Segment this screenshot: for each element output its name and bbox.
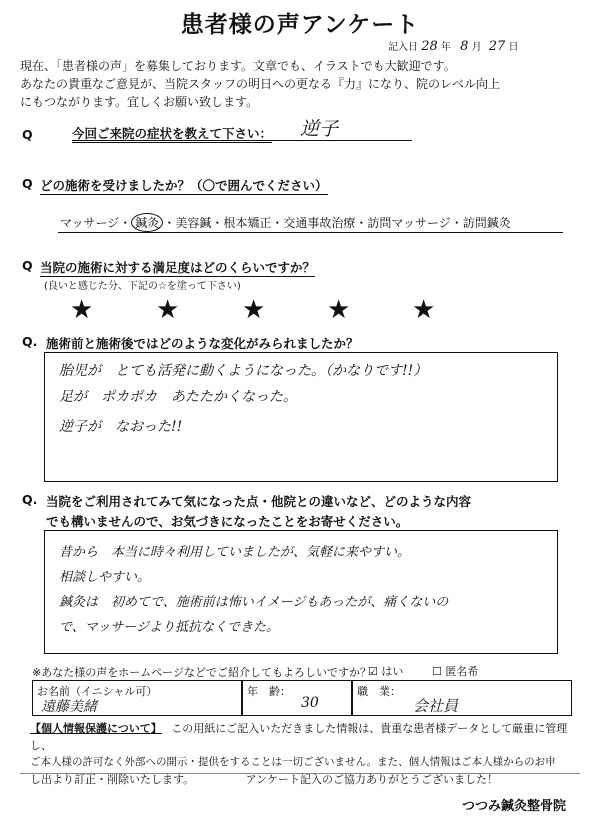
- name-label: お名前（イニシャル可）: [37, 685, 158, 698]
- q1-answer-underline: [72, 140, 412, 141]
- q2-marker: Q: [22, 176, 33, 191]
- q5-answer-line: 昔から 本当に時々利用していましたが、気軽に来やすい。: [59, 545, 411, 560]
- q2-options-underline: [58, 232, 563, 233]
- q4-marker: Q.: [22, 334, 38, 349]
- q5-marker: Q.: [22, 492, 38, 507]
- star-icon[interactable]: ★: [70, 295, 94, 325]
- date-day-suffix: 日: [508, 42, 519, 53]
- intro-line: にもつながります。宜しくお願い致します。: [20, 95, 259, 109]
- age-value[interactable]: 30: [301, 695, 319, 711]
- checkbox-empty-icon[interactable]: ☐: [432, 665, 442, 678]
- intro-text: [20, 57, 580, 111]
- star-icon[interactable]: ★: [242, 295, 266, 325]
- date-year: 28: [421, 39, 438, 54]
- q4-label: 施術前と施術後ではどのような変化がみられましたか？: [46, 336, 359, 351]
- q5-answer-line: 相談しやすい。: [59, 570, 151, 585]
- q3-label: 当院の施術に対する満足度はどのくらいですか？: [40, 260, 316, 275]
- date-label: 記入日: [388, 42, 418, 53]
- q5-answer-box[interactable]: [44, 530, 558, 654]
- option-traffic-accident[interactable]: 交通事故治療: [283, 216, 356, 230]
- option-massage[interactable]: マッサージ: [60, 216, 120, 230]
- q4-answer-line: 胎児が とても活発に動くようになった。（かなりです!!）: [59, 363, 428, 379]
- consent-question: ※あなた様の声をホームページなどでご紹介してもよろしいですか？: [32, 666, 371, 679]
- entry-date: [388, 38, 519, 54]
- intro-line: あなたの貴重なご意見が、当院スタッフの明日への更なる『力』になり、院のレベル向上: [20, 77, 501, 91]
- star-icon[interactable]: ★: [327, 295, 351, 325]
- privacy-line-2: ご本人様の許可なく外部への開示・提供をすることは一切ございません。また、個人情報はご本人様からのお申: [30, 756, 556, 768]
- option-home-massage[interactable]: 訪問マッサージ: [367, 216, 451, 230]
- table-divider: [241, 681, 243, 715]
- consent-yes[interactable]: ☑ はい: [368, 665, 404, 678]
- q4-answer-line: 足が ポカポカ あたたかくなった。: [59, 389, 297, 405]
- clinic-name: つつみ鍼灸整骨院: [462, 799, 567, 814]
- q2-label: どの施術を受けましたか？（〇で囲んでください）: [40, 178, 328, 193]
- date-day: 27: [488, 39, 506, 54]
- privacy-text: この用紙にご記入いただきました情報は、貴重な患者様データとして厳重に管理し、: [30, 722, 568, 752]
- q5-label-line1: 当院をご利用されてみて気になった点・他院との違いなど、どのような内容: [46, 494, 472, 509]
- job-label: 職 業：: [357, 685, 401, 698]
- q1-marker: Q: [22, 127, 33, 142]
- q2-options: マッサージ・ 鍼灸 ・美容鍼・根本矯正・交通事故治療・訪問マッサージ・訪問鍼灸: [60, 213, 511, 232]
- job-value[interactable]: 会社員: [413, 697, 459, 715]
- thanks-text: アンケート記入のご協力ありがとうございました！: [245, 773, 498, 786]
- q5-answer-line: で、マッサージより抵抗なくできた。: [59, 620, 279, 635]
- footer-divider: [20, 773, 580, 774]
- privacy-heading: 【個人情報保護について】: [30, 722, 162, 735]
- date-month: 8: [460, 39, 469, 54]
- privacy-notice: [30, 720, 575, 788]
- q4-answer-line: 逆子が なおった!!: [59, 419, 183, 435]
- option-beauty-acupuncture[interactable]: 美容鍼: [175, 216, 212, 230]
- q1-answer: 逆子: [300, 118, 339, 140]
- option-home-acupuncture[interactable]: 訪問鍼灸: [462, 216, 511, 230]
- page-title: 患者様の声アンケート: [180, 12, 420, 38]
- q3-note: (良いと感じた分、下記の☆を塗って下さい): [44, 281, 241, 292]
- date-year-suffix: 年: [440, 42, 451, 53]
- checkbox-checked-icon[interactable]: ☑: [368, 665, 378, 678]
- privacy-line-1: [30, 720, 575, 754]
- option-root-correction[interactable]: 根本矯正: [223, 216, 272, 230]
- q1-label: 今回ご来院の症状を教えて下さい：: [72, 126, 273, 141]
- date-month-suffix: 月: [471, 42, 482, 53]
- star-icon[interactable]: ★: [156, 295, 180, 325]
- info-table: [32, 680, 572, 716]
- table-divider: [351, 681, 353, 715]
- q3-marker: Q: [22, 258, 33, 273]
- option-acupuncture-selected[interactable]: 鍼灸: [131, 213, 163, 232]
- q4-answer-box[interactable]: [44, 352, 558, 482]
- intro-line: 現在、「患者様の声」を募集しております。文章でも、イラストでも大歓迎です。: [20, 59, 456, 73]
- q5-answer-line: 鍼灸は 初めてで、施術前は怖いイメージもあったが、痛くないの: [59, 595, 449, 610]
- name-value[interactable]: 遠藤美緒: [41, 699, 97, 715]
- privacy-line-3: し出より訂正・削除いたします。 アンケート記入のご協力ありがとうございました！: [30, 773, 498, 786]
- age-label: 年 齢：: [247, 685, 291, 698]
- consent-anonymous[interactable]: ☐ 匿名希: [432, 665, 479, 678]
- star-icon[interactable]: ★: [412, 295, 436, 325]
- q5-label-line2: でも構いませんので、お気づきになったことをお寄せください。: [46, 514, 409, 529]
